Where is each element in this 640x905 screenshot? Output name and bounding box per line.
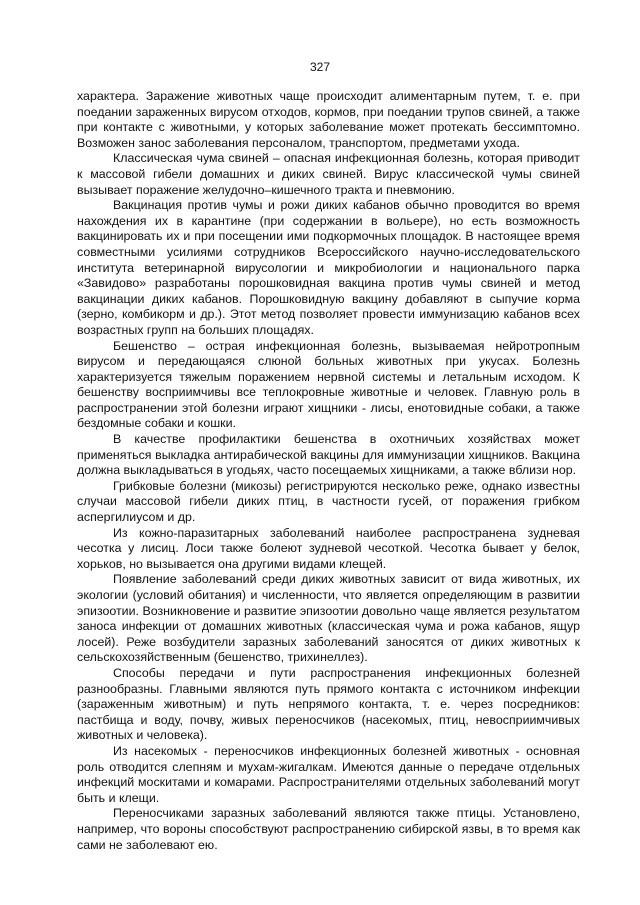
page-number: 327 — [309, 60, 331, 74]
paragraph-transmission-routes: Способы передачи и пути распространения инфекционных болезней разнообразны. Главными являются путь прямого контакта с источником инфекции (зараженным животным) и путь непрямого контакта, т. е. через посредников: пастбища и воду, почву, живых переносчиков (насекомых, птиц, невосприимчивых животных и человека). — [77, 665, 580, 743]
page-body — [77, 89, 580, 853]
paragraph-rabies-prophylaxis: В качестве профилактики бешенства в охотничьих хозяйствах может применяться выкладка антирабической вакцины для иммунизации хищников. Вакцина должна выкладываться в угодьях, часто посещаемых хищниками, а также вблизи нор. — [77, 432, 580, 478]
paragraph-boar-vaccination: Вакцинация против чумы и рожи диких кабанов обычно проводится во время нахождения их в карантине (при содержании в вольере), но есть возможность вакцинировать их и при посещении ими подкормочных площадок. В настоящее время совместными усилиями сотрудников Всероссийского научно-исследовательского института ветеринарной вирусологии и микробиологии и национального парка «Завидово» разработаны порошковидная вакцина против чумы свиней и метод вакцинации диких кабанов. Порошковидную вакцину добавляют в сыпучие корма (зерно, комбикорм и др.). Этот метод позволяет провести иммунизацию кабанов всех возрастных групп на больших площадях. — [77, 198, 580, 337]
paragraph-disease-emergence: Появление заболеваний среди диких животных зависит от вида животных, их экологии (условий обитания) и численности, что является определяющим в развитии эпизоотии. Возникновение и развитие эпизоотии довольно чаще является результатом заноса инфекции от домашних животных (классическая чума и рожа кабанов, ящур лосей). Реже возбудители заразных заболеваний заносятся от диких животных к сельскохозяйственным (бешенство, трихинеллез). — [77, 572, 580, 665]
paragraph-continuation: характера. Заражение животных чаще происходит алиментарным путем, т. е. при поедании зараженных вирусом отходов, кормов, при поедании трупов свиней, а также при контакте с животными, у которых заболевание может протекать бессимптомно. Возможен занос заболевания персоналом, транспортом, предметами ухода. — [77, 89, 580, 150]
paragraph-skin-parasites: Из кожно-паразитарных заболеваний наиболее распространена зудневая чесотка у лисиц. Лоси также болеют зудневой чесоткой. Чесотка бывает у белок, хорьков, но вызывается она другими видами клещей. — [77, 525, 580, 571]
paragraph-insect-vectors: Из насекомых - переносчиков инфекционных болезней животных - основная роль отводится слепням и мухам-жигалкам. Имеются данные о передаче отдельных инфекций москитами и комарами. Распространителями отдельных заболеваний могут быть и клещи. — [77, 743, 580, 805]
paragraph-classical-swine-fever: Классическая чума свиней – опасная инфекционная болезнь, которая приводит к массовой гибели домашних и диких свиней. Вирус классической чумы свиней вызывает поражение желудочно–кишечного тракта и пневмонию. — [77, 151, 580, 197]
paragraph-rabies: Бешенство – острая инфекционная болезнь, вызываемая нейротропным вирусом и передающаяся слюной больных животных при укусах. Болезнь характеризуется тяжелым поражением нервной системы и летальным исходом. К бешенству восприимчивы все теплокровные животные и человек. Главную роль в распространении этой болезни играют хищники - лисы, енотовидные собаки, а также бездомные собаки и кошки. — [77, 338, 580, 431]
paragraph-bird-vectors: Переносчиками заразных заболеваний являются также птицы. Установлено, например, что вороны способствуют распространению сибирской язвы, в то время как сами не заболевают ею. — [77, 806, 580, 852]
paragraph-mycoses: Грибковые болезни (микозы) регистрируются несколько реже, однако известны случаи массовой гибели диких птиц, в частности гусей, от поражения грибком аспергилиусом и др. — [77, 478, 580, 525]
